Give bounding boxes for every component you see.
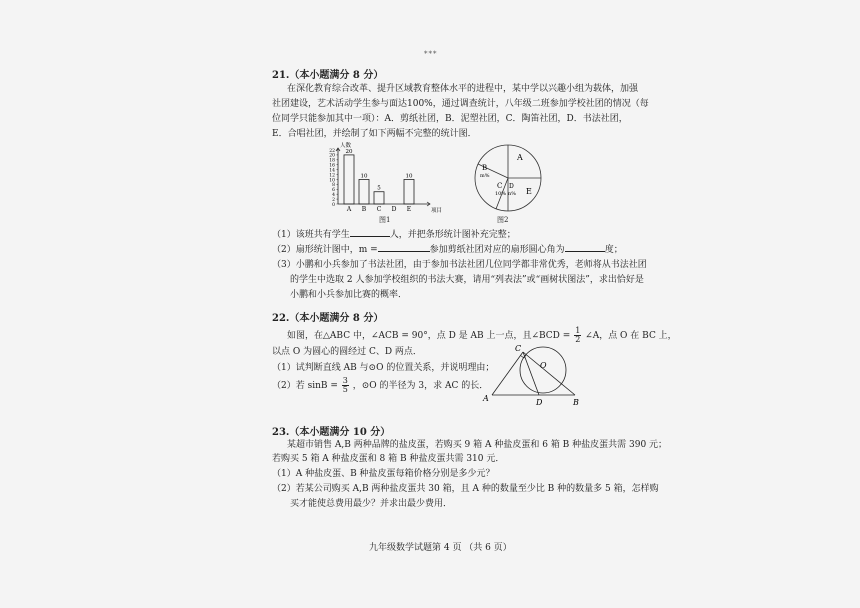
q21-part2-text-c: 度；	[604, 245, 623, 255]
q22-heading: 22.（本小题满分 8 分）	[272, 313, 384, 324]
q21-intro-line4: E．合唱社团，并绘制了如下两幅不完整的统计图．	[272, 129, 477, 139]
y-tick-label: 10	[329, 178, 335, 184]
q21-intro-line3: 位同学只能参加其中一项）：A．剪纸社团，B．泥塑社团，C．陶笛社团，D．书法社团，	[272, 114, 628, 124]
q23-line1: 某超市销售 A,B 两种品牌的盐皮蛋，若购买 9 箱 A 种盐皮蛋和 6 箱 B 种盐皮蛋共需 390 元；	[287, 440, 668, 450]
circle-o	[520, 347, 566, 393]
pie-label-b-pct: m%	[480, 173, 490, 179]
q21-part2-blank-angle[interactable]	[565, 251, 605, 252]
pie-label-a: A	[517, 153, 523, 162]
bar	[404, 179, 414, 204]
label-c: C	[515, 344, 522, 353]
category-label: A	[346, 206, 352, 213]
top-mark: ***	[424, 50, 438, 58]
y-tick-label: 6	[332, 188, 335, 194]
pie-label-d: D	[509, 183, 514, 190]
q21-part3-line3: 小鹏和小兵参加比赛的概率．	[290, 290, 408, 300]
q22-line2: 以点 O 为圆心的圆经过 C、D 两点．	[272, 347, 422, 357]
page-footer: 九年级数学试题第 4 页 （共 6 页）	[369, 543, 512, 553]
label-d: D	[536, 398, 543, 407]
y-tick-label: 2	[332, 197, 335, 203]
bar-data-label: 10	[360, 173, 368, 180]
q22-geometry-figure	[480, 340, 590, 408]
q22-part2-text-a: （2）若 sinB =	[272, 381, 338, 391]
pie-label-c-pct: 10%	[495, 191, 507, 197]
y-axis-label: 人数	[340, 143, 352, 149]
q21-part3-line1: （3）小鹏和小兵参加了书法社团，由于参加书法社团几位同学都非常优秀，老师将从书法社团	[272, 260, 647, 270]
q21-part2-text-a: （2）扇形统计图中，m =	[272, 245, 378, 255]
q22-fraction-num: 1	[575, 326, 581, 335]
label-b: B	[573, 398, 579, 407]
q22-sin-num: 3	[342, 376, 348, 385]
q23-heading: 23.（本小题满分 10 分）	[272, 427, 391, 438]
q21-heading: 21.（本小题满分 8 分）	[272, 70, 384, 81]
q21-part1-blank[interactable]	[350, 236, 390, 237]
label-o: O	[540, 361, 547, 370]
q23-part1: （1）A 种盐皮蛋、B 种盐皮蛋每箱价格分别是多少元？	[272, 469, 495, 479]
bar	[359, 179, 369, 204]
fig1-caption: 图1	[379, 216, 391, 224]
category-label: E	[406, 206, 412, 213]
q22-line1-text-b: ∠A，点 O 在 BC 上，	[585, 331, 677, 341]
y-tick-label: 22	[329, 148, 335, 154]
bar-chart-marks	[329, 141, 442, 214]
category-label: D	[391, 206, 397, 213]
pie-chart	[470, 140, 550, 216]
q21-intro-line1: 在深化教育综合改革、提升区域教育整体水平的进程中，某中学以兴趣小组为载体，加强	[287, 84, 639, 94]
pie-label-e: E	[526, 187, 532, 196]
q21-part2-blank-m[interactable]	[378, 251, 430, 252]
bar-data-label: 20	[345, 148, 353, 155]
q21-part2-text-b: 参加剪纸社团对应的扇形圆心角为	[429, 245, 565, 255]
bar-chart	[318, 140, 448, 216]
y-tick-label: 14	[329, 168, 335, 174]
q21-intro-line2: 社团建设，艺术活动学生参与面达100%，通过调查统计，八年级二班参加学校社团的情况（每	[272, 99, 649, 109]
q21-part3-line2: 的学生中选取 2 人参加学校组织的书法大赛，请用“列表法”或“画树状图法”，求出恰好是	[290, 275, 644, 285]
label-a: A	[483, 394, 489, 403]
bar	[374, 192, 384, 204]
q23-part2-line1: （2）若某公司购买 A,B 两种盐皮蛋共 30 箱，且 A 种的数量至少比 B 种的数量多 5 箱，怎样购	[272, 484, 659, 494]
y-tick-label: 12	[329, 173, 335, 179]
q22-sin-den: 5	[342, 385, 348, 394]
q23-part2-line2: 买才能使总费用最少？并求出最少费用．	[290, 499, 453, 509]
category-label: B	[361, 206, 367, 213]
q21-part1-text-b: 人，并把条形统计图补充完整；	[389, 230, 516, 240]
q22-part1: （1）试判断直线 AB 与⊙O 的位置关系，并说明理由；	[272, 363, 495, 373]
pie-label-b: B	[482, 164, 488, 172]
x-axis-label: 项目	[431, 208, 443, 214]
y-tick-label: 4	[332, 192, 335, 198]
y-tick-label: 8	[332, 183, 335, 189]
q21-part2	[272, 243, 623, 257]
fig2-caption: 图2	[497, 216, 509, 224]
y-tick-label: 18	[329, 158, 335, 164]
q22-part2	[272, 377, 488, 394]
bar-data-label: 5	[377, 185, 381, 192]
bar	[344, 155, 354, 204]
category-label: C	[376, 206, 382, 213]
bar-data-label: 10	[405, 173, 413, 180]
q22-line1-text-a: 如图，在△ABC 中，∠ACB = 90°，点 D 是 AB 上一点，且∠BCD =	[287, 331, 571, 341]
pie-label-c: C	[497, 182, 503, 190]
y-tick-label: 20	[329, 153, 335, 159]
q22-part2-text-b: ，⊙O 的半径为 3，求 AC 的长．	[352, 381, 489, 391]
y-tick-label: 0	[332, 202, 335, 208]
q23-line2: 若购买 5 箱 A 种盐皮蛋和 8 箱 B 种盐皮蛋共需 310 元．	[272, 454, 505, 464]
segment-ac	[492, 352, 523, 395]
q21-part1-text-a: （1）该班共有学生	[272, 230, 350, 240]
q22-fraction-den: 2	[575, 335, 581, 344]
y-tick-label: 16	[329, 163, 335, 169]
q21-part1	[272, 228, 516, 242]
q22-sin-fraction	[342, 377, 349, 394]
pie-label-d-pct: n%	[508, 191, 516, 197]
